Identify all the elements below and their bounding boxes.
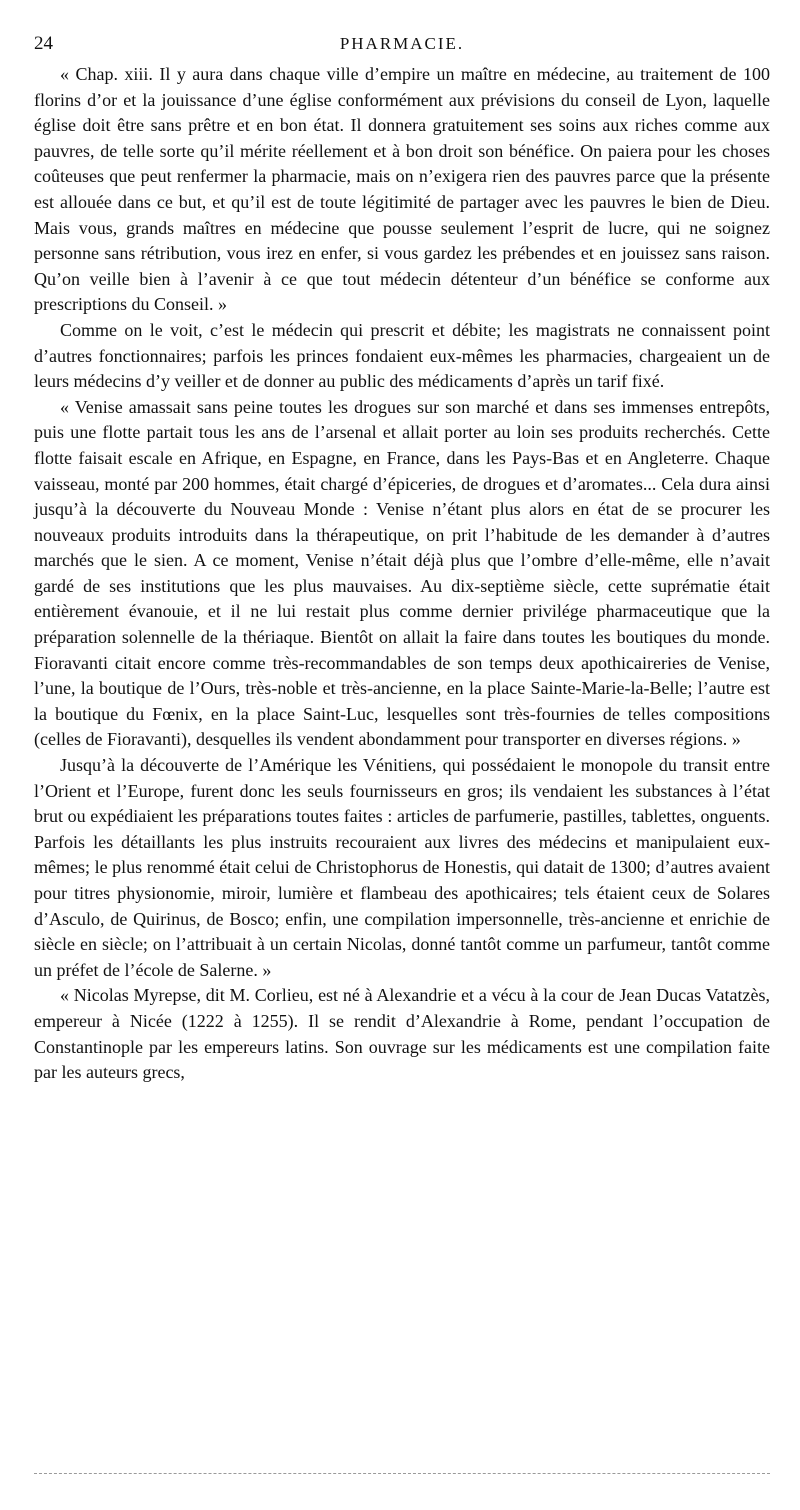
paragraph-physician-role: Comme on le voit, c’est le médecin qui prescrit et débite; les magistrats ne connaissent point d’autres fonctionnaires; parfois les princes fondaient eux-mêmes les pharmacies, chargeaient un de leurs médecins d’y veiller et de donner au public des médicaments d’après un tarif fixé. <box>34 319 770 392</box>
paragraph-venetian-monopoly: Jusqu’à la découverte de l’Amérique les Vénitiens, qui possédaient le monopole du transit entre l’Orient et l’Europe, furent donc les seuls fournisseurs en gros; ils vendaient les substances à l’état brut ou expédiaient les préparations toutes faites : articles de parfumerie, pastilles, tablettes, onguents. Parfois les détaillants les plus instruits recouraient aux livres des médecins et manipulaient eux-mêmes; le plus renommé était celui de Christophorus de Honestis, qui datait de 1300; d’autres avaient pour titres physionomie, miroir, lumière et flambeau des apothicaires; tels étaient ceux de Solares d’Asculo, de Quirinus, de Bosco; enfin, une compilation impersonnelle, très-ancienne et enrichie de siècle en siècle; on l’attribuait à un certain Nicolas, donné tantôt comme un parfumeur, tantôt comme un préfet de l’école de Salerne. » <box>34 755 770 980</box>
paragraph-nicolas-myrepse: « Nicolas Myrepse, dit M. Corlieu, est né à Alexandrie et a vécu à la cour de Jean Ducas Vatatzès, empereur à Nicée (1222 à 1255). Il se rendit d’Alexandrie à Rome, pendant l’occupation de Constantinople par les empereurs latins. Son ouvrage sur les médicaments est une compilation faite par les auteurs grecs, <box>34 985 770 1083</box>
paragraph-chapter-13-quote: « Chap. xiii. Il y aura dans chaque ville d’empire un maître en médecine, au traitement de 100 florins d’or et la jouissance d’une église conformément aux prévisions du conseil de Lyon, laquelle église doit être sans prêtre et en bon état. Il donnera gratuitement ses soins aux riches comme aux pauvres, de telle sorte qu’il mérite réellement et à bon droit son bénéfice. On paiera pour les choses coûteuses que peut renfermer la pharmacie, mais on n’exigera rien des pauvres parce que la présente est allouée dans ce but, et qu’il est de toute légitimité de partager avec les pauvres le bien de Dieu. Mais vous, grands maîtres en médecine que pousse seulement l’esprit de lucre, qui ne soignez personne sans rétribution, vous irez en enfer, si vous gardez les prébendes et en jouissez sans raison. Qu’on veille bien à l’avenir à ce que tout médecin détenteur d’un bénéfice se conforme aux prescriptions du Conseil. » <box>34 64 770 315</box>
running-title: PHARMACIE. <box>339 34 465 53</box>
page-number: 24 <box>34 33 53 54</box>
book-page <box>34 30 770 1086</box>
page-header <box>34 30 770 58</box>
paragraph-venice-trade: « Venise amassait sans peine toutes les drogues sur son marché et dans ses immenses entrepôts, puis une flotte partait tous les ans de l’arsenal et allait porter au loin ses produits recherchés. Cette flotte faisait escale en Afrique, en Espagne, en France, dans les Pays-Bas et en Angleterre. Chaque vaisseau, monté par 200 hommes, était chargé d’épiceries, de drogues et d’aromates... Cela dura ainsi jusqu’à la découverte du Nouveau Monde : Venise n’étant plus alors en état de se procurer les nouveaux produits introduits dans la thérapeutique, on prit l’habitude de les demander à d’autres marchés que le sien. A ce moment, Venise n’était déjà plus que l’ombre d’elle-même, elle n’avait gardé de ses institutions que les plus mauvaises. Au dix-septième siècle, cette suprématie était entièrement évanouie, et il ne lui restait plus comme dernier privilége pharmaceutique que la préparation solennelle de la thériaque. Bientôt on allait la faire dans toutes les boutiques du monde. Fioravanti citait encore comme très-recommandables de son temps deux apothicaireries de Venise, l’une, la boutique de l’Ours, très-noble et très-ancienne, en la place Sainte-Marie-la-Belle; l’autre est la boutique du Fœnix, en la place Saint-Luc, lesquelles sont très-fournies de telles compositions (celles de Fioravanti), desquelles ils vendent abondamment pour transporter en diverses régions. » <box>34 396 770 750</box>
footer-rule <box>34 1473 770 1474</box>
body-text <box>34 62 770 1086</box>
